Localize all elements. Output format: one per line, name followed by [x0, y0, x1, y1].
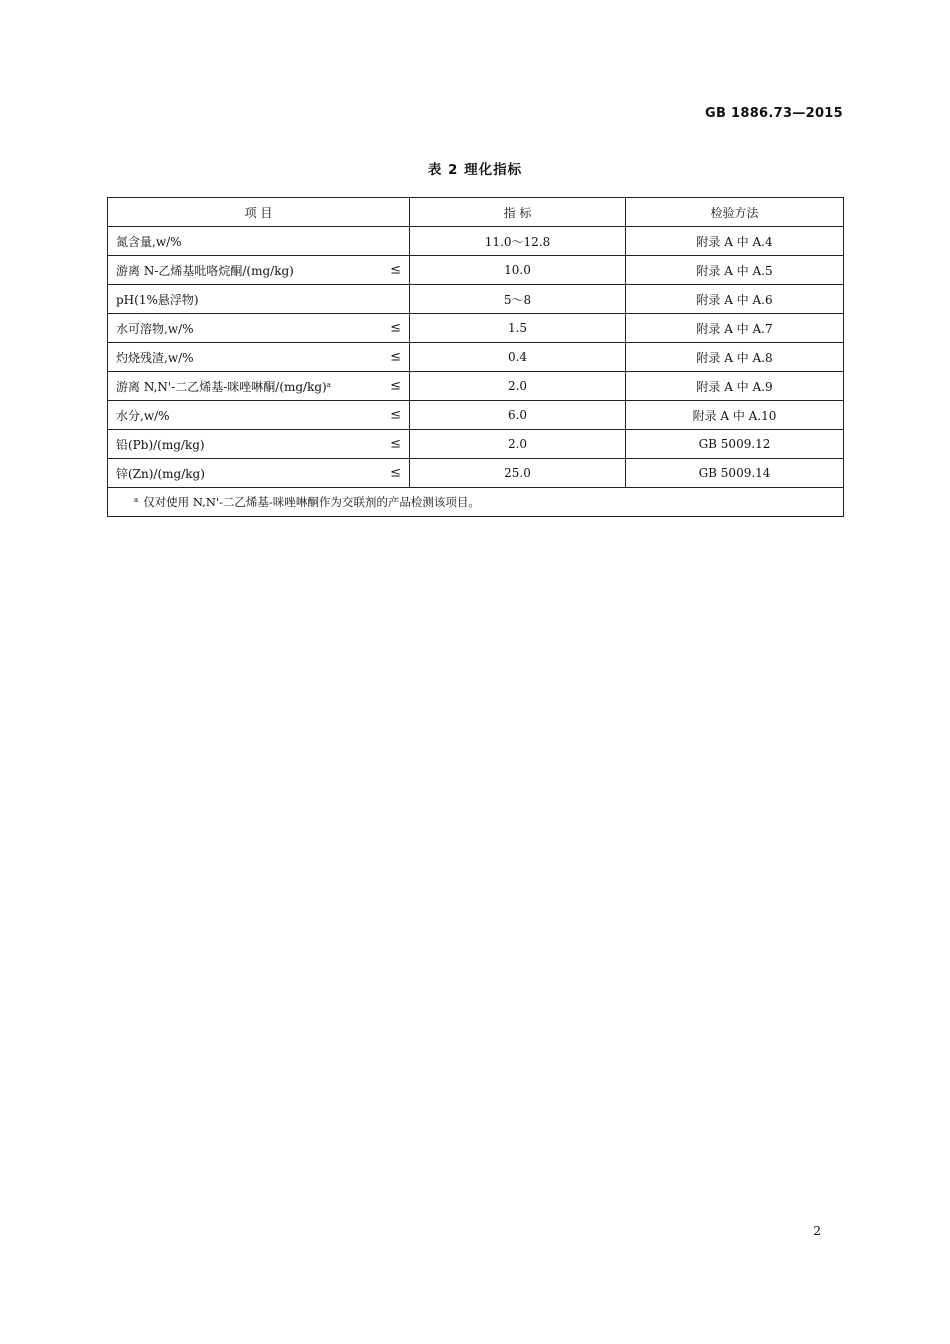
- method-cell: 附录 A 中 A.4: [626, 227, 844, 256]
- method-cell: 附录 A 中 A.5: [626, 256, 844, 285]
- less-equal-sign: ≤: [390, 436, 401, 452]
- method-cell: 附录 A 中 A.8: [626, 343, 844, 372]
- item-label: 灼烧残渣,w/%: [116, 350, 194, 365]
- item-label: 氮含量,w/%: [116, 234, 182, 249]
- table-title: 表 2 理化指标: [427, 162, 523, 178]
- item-cell: [108, 372, 410, 401]
- item-label: 水分,w/%: [116, 408, 170, 423]
- item-label: 锌(Zn)/(mg/kg): [116, 466, 205, 481]
- less-equal-sign: ≤: [390, 320, 401, 336]
- table-row: [108, 401, 844, 430]
- less-equal-sign: ≤: [390, 262, 401, 278]
- spec-value-cell: 11.0～12.8: [410, 227, 626, 256]
- spec-value-cell: 1.5: [410, 314, 626, 343]
- item-label: 水可溶物,w/%: [116, 321, 194, 336]
- item-cell: [108, 343, 410, 372]
- spec-value-cell: 2.0: [410, 430, 626, 459]
- spec-value-cell: 25.0: [410, 459, 626, 488]
- method-cell: 附录 A 中 A.7: [626, 314, 844, 343]
- item-label: 铅(Pb)/(mg/kg): [116, 437, 205, 452]
- footnote-text: 仅对使用 N,N'-二乙烯基-咪唑啉酮作为交联剂的产品检测该项目。: [143, 495, 480, 509]
- item-label: pH(1%悬浮物): [116, 292, 199, 307]
- standard-code: GB 1886.73—2015: [705, 106, 843, 121]
- less-equal-sign: ≤: [390, 407, 401, 423]
- spec-value-cell: 2.0: [410, 372, 626, 401]
- table-row: [108, 256, 844, 285]
- item-cell: [108, 256, 410, 285]
- table-row: [108, 343, 844, 372]
- table-row: [108, 459, 844, 488]
- spec-value-cell: 10.0: [410, 256, 626, 285]
- spec-value-cell: 6.0: [410, 401, 626, 430]
- spec-value-cell: 5～8: [410, 285, 626, 314]
- footnote: [108, 488, 844, 517]
- method-cell: GB 5009.12: [626, 430, 844, 459]
- method-cell: GB 5009.14: [626, 459, 844, 488]
- column-header-item: 项 目: [108, 198, 410, 227]
- spec-value-cell: 0.4: [410, 343, 626, 372]
- table-row: [108, 314, 844, 343]
- item-cell: [108, 227, 410, 256]
- item-cell: [108, 459, 410, 488]
- item-label: 游离 N-乙烯基吡咯烷酮/(mg/kg): [116, 263, 294, 278]
- less-equal-sign: ≤: [390, 465, 401, 481]
- table-header-row: [108, 198, 844, 227]
- column-header-method: 检验方法: [626, 198, 844, 227]
- less-equal-sign: ≤: [390, 349, 401, 365]
- item-cell: [108, 285, 410, 314]
- table-row: [108, 285, 844, 314]
- column-header-spec: 指 标: [410, 198, 626, 227]
- spec-table: [107, 197, 844, 517]
- table-row: [108, 430, 844, 459]
- page-number: 2: [813, 1224, 821, 1238]
- item-cell: [108, 401, 410, 430]
- footnote-row: [108, 488, 844, 517]
- method-cell: 附录 A 中 A.10: [626, 401, 844, 430]
- method-cell: 附录 A 中 A.9: [626, 372, 844, 401]
- less-equal-sign: ≤: [390, 378, 401, 394]
- item-cell: [108, 314, 410, 343]
- method-cell: 附录 A 中 A.6: [626, 285, 844, 314]
- item-label: 游离 N,N'-二乙烯基-咪唑啉酮/(mg/kg): [116, 379, 327, 394]
- table-row: [108, 372, 844, 401]
- item-cell: [108, 430, 410, 459]
- table-row: [108, 227, 844, 256]
- footnote-ref: a: [326, 380, 331, 389]
- footnote-marker: a: [134, 496, 139, 504]
